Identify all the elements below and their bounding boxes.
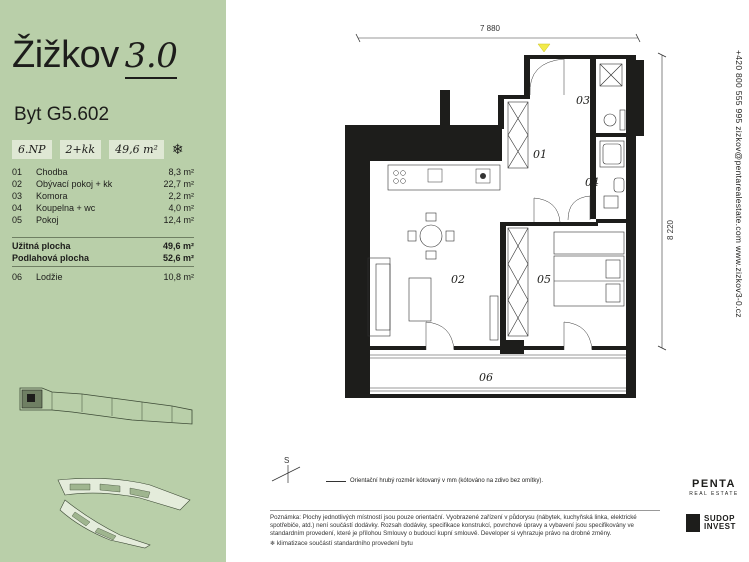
floor-area-row (12, 252, 194, 264)
room-area: 2,2 m² (168, 191, 194, 201)
floor-area-label: Podlahová plocha (12, 253, 90, 263)
room-label-05: 05 (537, 273, 551, 286)
bathroom-fixtures (600, 141, 624, 208)
sudop-text (704, 515, 736, 531)
unit-badges (12, 140, 184, 159)
footnote-climate-text: klimatizace součástí standardního provedení bytu (276, 540, 413, 547)
dining-table (408, 213, 454, 259)
floor-area-value: 52,6 m² (162, 253, 194, 263)
room-label-01: 01 (533, 148, 547, 161)
loggia-row (12, 272, 194, 282)
compass-icon (268, 455, 308, 485)
room-name: Pokoj (36, 215, 59, 225)
table-row (12, 190, 194, 202)
penta-subtitle: REAL ESTATE (689, 491, 739, 497)
room-number: 04 (12, 203, 23, 213)
room-name: Chodba (36, 167, 68, 177)
unit-title: Byt G5.602 (14, 104, 110, 125)
room-area: 8,3 m² (168, 167, 194, 177)
table-row (12, 178, 194, 190)
wardrobe-bedroom (508, 228, 528, 336)
orientation-note (326, 478, 543, 484)
room-name: Obývací pokoj + kk (36, 179, 113, 189)
dimension-line-icon (326, 481, 346, 482)
room-number: 05 (12, 215, 23, 225)
width-dimension-text: 7 880 (479, 24, 501, 33)
height-dimension (658, 53, 675, 350)
room-number: 03 (12, 191, 23, 201)
compass-letter: S (284, 456, 290, 465)
room-area: 12,4 m² (163, 215, 194, 225)
logo-version: 3.0 (125, 36, 178, 79)
room-label-03: 03 (576, 94, 590, 107)
table-row (12, 214, 194, 226)
sudop-mark-icon (686, 514, 700, 532)
table-row (12, 202, 194, 214)
room-label-04: 04 (585, 176, 599, 189)
penta-name: PENTA (692, 478, 736, 490)
double-bed (554, 232, 624, 306)
storage-fixtures (600, 64, 625, 130)
layout-badge: 2+kk (60, 140, 102, 159)
loggia-name: Lodžie (36, 272, 63, 282)
contact-text: +420 800 555 995 zizkov@pentarealestate.com www.zizkov3-0.cz (734, 50, 744, 318)
area-badge: 49,6 m² (109, 140, 164, 159)
loggia-railing (370, 355, 626, 391)
footnote (270, 510, 660, 548)
wardrobe-corridor (508, 102, 528, 168)
usable-area-label: Užitná plocha (12, 241, 71, 251)
sudop-line-2: INVEST (704, 522, 736, 531)
sudop-line-1: SUDOP (704, 514, 735, 523)
doors (426, 59, 592, 350)
contact-info (734, 50, 746, 318)
room-label-02: 02 (451, 273, 465, 286)
site-map (50, 470, 200, 550)
entrance-arrow-icon (538, 44, 550, 52)
room-area: 22,7 m² (163, 179, 194, 189)
width-dimension (356, 24, 640, 42)
walls (345, 55, 644, 398)
area-summary (12, 237, 194, 267)
snowflake-icon: ❄ (171, 141, 184, 157)
sofa (368, 258, 431, 336)
info-panel (0, 0, 226, 562)
room-area: 4,0 m² (168, 203, 194, 213)
tv-unit (490, 296, 498, 340)
loggia-area: 10,8 m² (163, 272, 194, 282)
footnote-climate (270, 540, 660, 548)
height-dimension-text: 8 220 (666, 219, 675, 241)
usable-area-row (12, 240, 194, 252)
room-name: Komora (36, 191, 68, 201)
project-logo (12, 34, 177, 77)
kitchen-unit (388, 165, 500, 190)
room-number: 02 (12, 179, 23, 189)
floor-badge: 6.NP (12, 140, 52, 159)
orientation-note-text: Orientační hrubý rozměr kótovaný v mm (kótováno na zdivo bez omítky). (350, 478, 544, 484)
footnote-text: Poznámka: Plochy jednotlivých místností jsou pouze orientační. Vyobrazené zařízení v půdorysu (nábytek, kuchyňská linka, elektrické spotřebiče, atd.) není součástí dodávky. Rozsah dodávky, specifikace konstrukcí, povrchové úpravy a vybavení jsou specifikovány ve standardním provedení, které je přílohou Smlouvy o budoucí kupní smlouvě. Developer si vyhrazuje právo na drobné změny. (270, 514, 637, 537)
rooms-table (12, 166, 194, 226)
building-position-map (12, 380, 198, 430)
room-name: Koupelna + wc (36, 203, 96, 213)
room-number: 01 (12, 167, 23, 177)
room-label-06: 06 (479, 371, 493, 384)
snowflake-icon: ❄ (270, 540, 276, 547)
table-row (12, 166, 194, 178)
usable-area-value: 49,6 m² (162, 241, 194, 251)
floor-plan (228, 0, 708, 440)
penta-logo (684, 478, 744, 497)
logo-name: Žižkov (12, 34, 119, 76)
loggia-number: 06 (12, 272, 23, 282)
sudop-logo (686, 514, 736, 532)
